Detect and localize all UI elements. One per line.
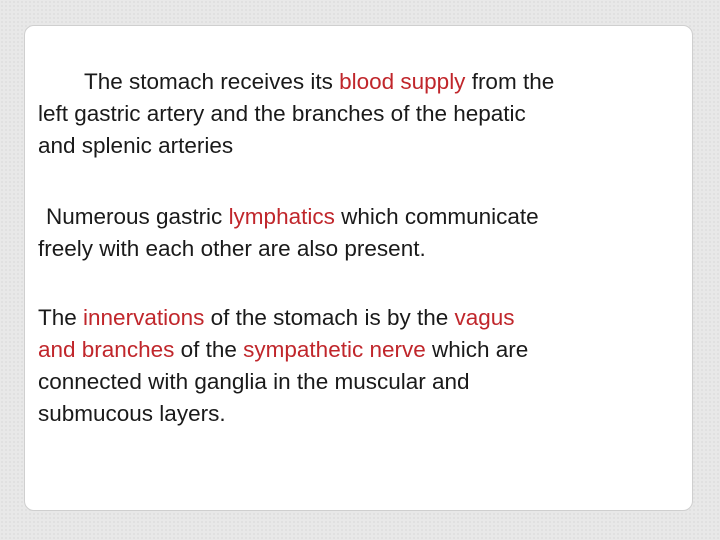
lymphatics-paragraph (38, 201, 668, 265)
highlight-blood-supply: blood supply (339, 69, 466, 94)
paragraph-line: connected with ganglia in the muscular and (38, 369, 470, 394)
highlight-and-branches: and branches (38, 337, 175, 362)
innervation-paragraph (38, 302, 668, 430)
paragraph-line: and splenic arteries (38, 133, 234, 158)
paragraph-line: left gastric artery and the branches of the hepatic (38, 101, 526, 126)
paragraph-line: The innervations of the stomach is by the vagus (38, 305, 515, 330)
paragraph-line: freely with each other are also present. (38, 236, 426, 261)
blood-supply-paragraph (38, 66, 668, 162)
paragraph-line: and branches of the sympathetic nerve which are (38, 337, 529, 362)
paragraph-line: submucous layers. (38, 401, 226, 426)
highlight-innervations: innervations (83, 305, 205, 330)
highlight-vagus: vagus (454, 305, 515, 330)
highlight-lymphatics: lymphatics (228, 204, 335, 229)
paragraph-line: The stomach receives its blood supply from the (84, 69, 555, 94)
highlight-sympathetic-nerve: sympathetic nerve (243, 337, 426, 362)
paragraph-line: Numerous gastric lymphatics which communicate (46, 204, 539, 229)
slide-card (24, 25, 693, 511)
